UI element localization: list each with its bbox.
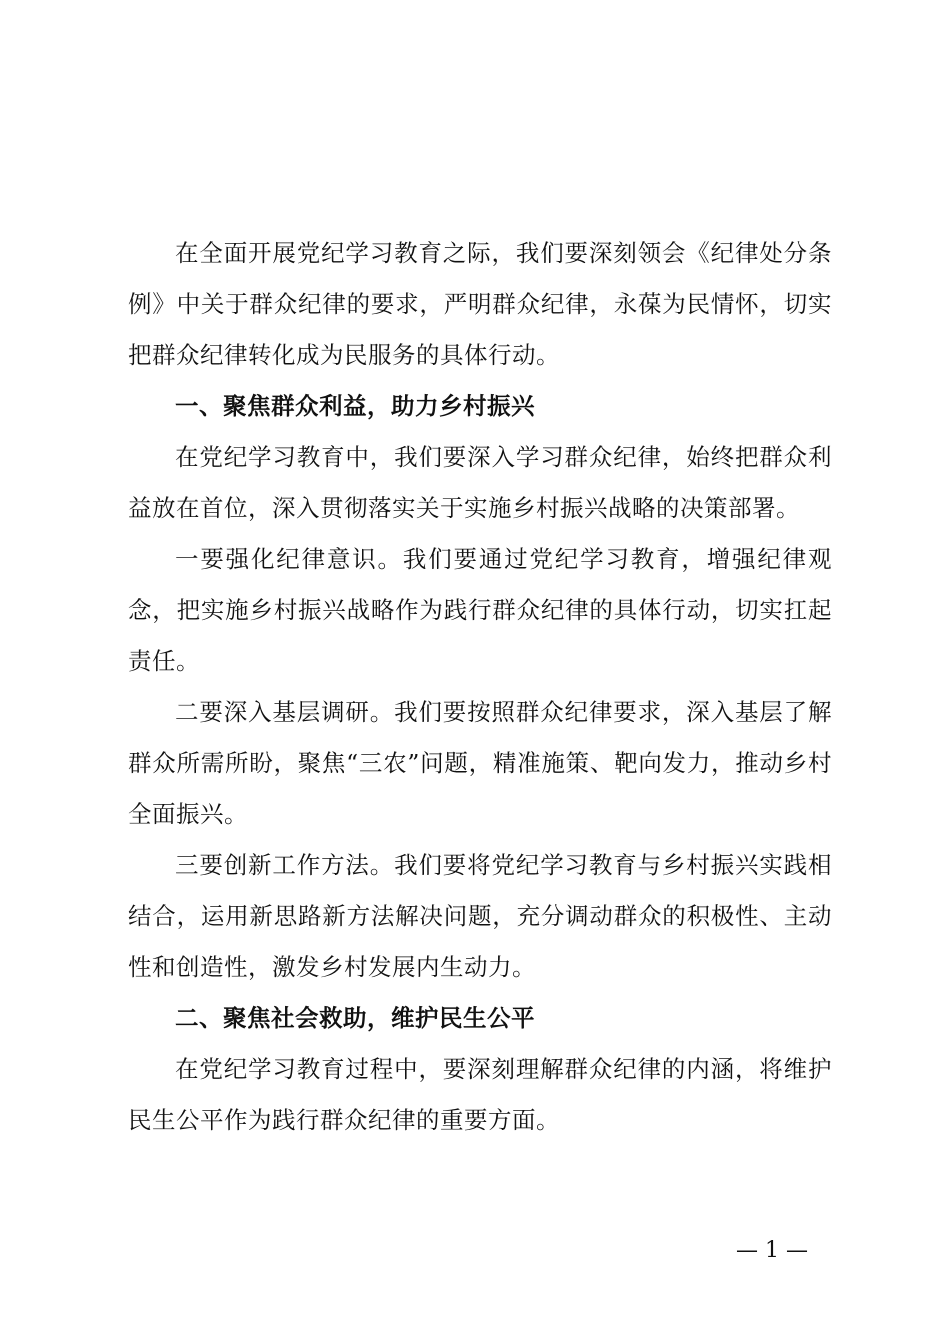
section-heading-2: 二、聚焦社会救助，维护民生公平 [175,1004,535,1032]
body-paragraph: 在党纪学习教育过程中，要深刻理解群众纪律的内涵，将维护民生公平作为践行群众纪律的重要方面。 [128,1055,832,1134]
document-body [128,228,832,1146]
body-paragraph: 一要强化纪律意识。我们要通过党纪学习教育，增强纪律观念，把实施乡村振兴战略作为践行群众纪律的具体行动，切实扛起责任。 [128,545,832,675]
body-paragraph: 二要深入基层调研。我们要按照群众纪律要求，深入基层了解群众所需所盼，聚焦“三农”问题，精准施策、靶向发力，推动乡村全面振兴。 [128,698,832,828]
body-paragraph: 在党纪学习教育中，我们要深入学习群众纪律，始终把群众利益放在首位，深入贯彻落实关于实施乡村振兴战略的决策部署。 [128,443,832,522]
body-paragraph: 三要创新工作方法。我们要将党纪学习教育与乡村振兴实践相结合，运用新思路新方法解决问题，充分调动群众的积极性、主动性和创造性，激发乡村发展内生动力。 [128,851,832,981]
section-heading-1: 一、聚焦群众利益，助力乡村振兴 [175,392,535,420]
intro-paragraph: 在全面开展党纪学习教育之际，我们要深刻领会《纪律处分条例》中关于群众纪律的要求，严明群众纪律，永葆为民情怀，切实把群众纪律转化成为民服务的具体行动。 [128,239,832,369]
page-number: — 1 — [736,1238,808,1263]
